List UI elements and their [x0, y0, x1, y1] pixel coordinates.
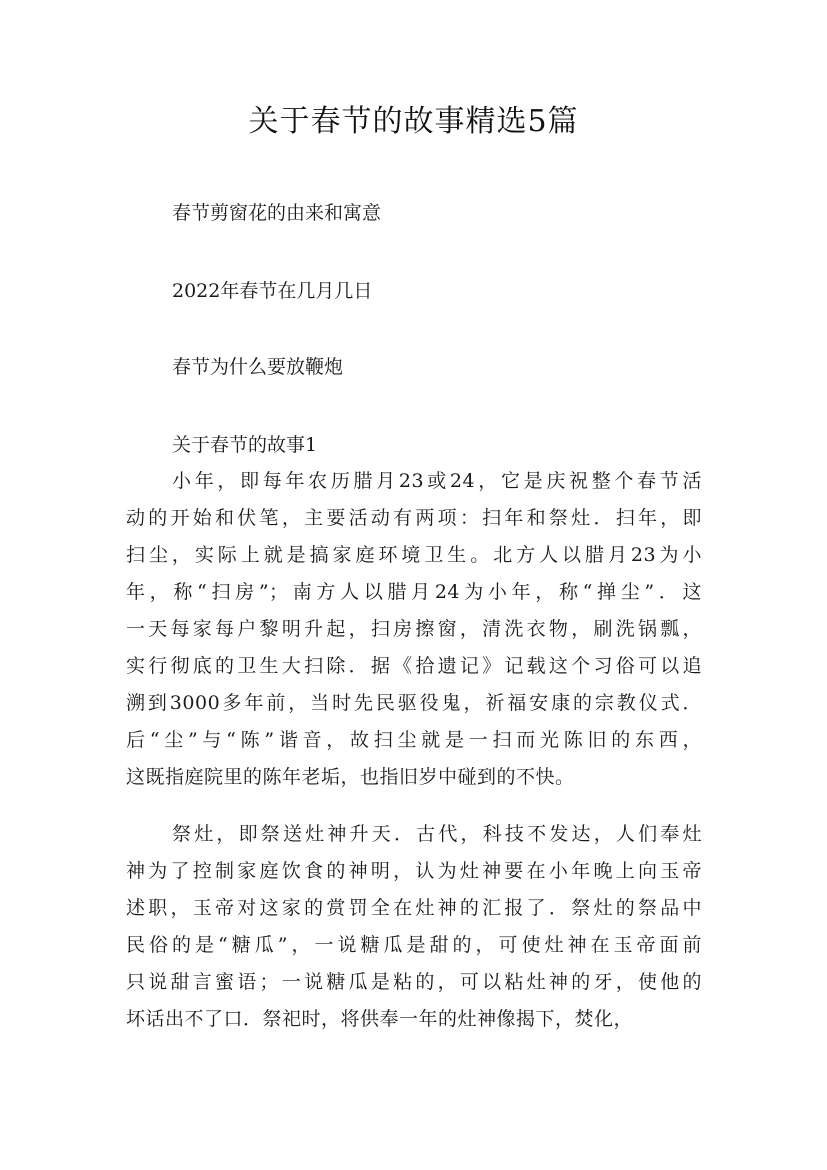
paragraph-2-line: 神为了控制家庭饮食的神明，认为灶神要在小年晚上向玉帝 — [126, 860, 702, 882]
paragraph-1-line: 小年，即每年农历腊月23或24，它是庆祝整个春节活 — [172, 470, 702, 492]
paragraph-2-line: 只说甜言蜜语；一说糖瓜是粘的，可以粘灶神的牙，使他的 — [126, 971, 702, 993]
story-heading: 关于春节的故事1 — [172, 434, 318, 456]
toc-item-spring-festival-date: 2022年春节在几月几日 — [172, 280, 373, 302]
paragraph-1-line: 这既指庭院里的陈年老垢，也指旧岁中碰到的不快。 — [126, 766, 575, 788]
paragraph-1-line: 实行彻底的卫生大扫除．据《拾遗记》记载这个习俗可以追 — [126, 655, 702, 677]
paragraph-1-line: 动的开始和伏笔，主要活动有两项：扫年和祭灶．扫年，即 — [126, 507, 702, 529]
paragraph-1-line: 扫尘，实际上就是搞家庭环境卫生。北方人以腊月23为小 — [126, 544, 702, 566]
document-title: 关于春节的故事精选5篇 — [248, 104, 579, 139]
toc-item-paper-cutting: 春节剪窗花的由来和寓意 — [172, 202, 382, 224]
toc-item-firecrackers: 春节为什么要放鞭炮 — [172, 356, 344, 378]
paragraph-2-line: 祭灶，即祭送灶神升天．古代，科技不发达，人们奉灶 — [172, 823, 702, 845]
paragraph-2-line: 民俗的是“糖瓜”，一说糖瓜是甜的，可使灶神在玉帝面前 — [126, 934, 702, 956]
paragraph-1-line: 一天每家每户黎明升起，扫房擦窗，清洗衣物，刷洗锅瓢， — [126, 618, 702, 640]
paragraph-1-line: 年，称“扫房”；南方人以腊月24为小年，称“掸尘”．这 — [126, 581, 702, 603]
paragraph-2-line: 述职，玉帝对这家的赏罚全在灶神的汇报了．祭灶的祭品中 — [126, 897, 702, 919]
paragraph-1-line: 后“尘”与“陈”谐音，故扫尘就是一扫而光陈旧的东西， — [126, 729, 702, 751]
paragraph-1-line: 溯到3000多年前，当时先民驱役鬼，祈福安康的宗教仪式． — [126, 692, 702, 714]
paragraph-2-line: 坏话出不了口．祭祀时，将供奉一年的灶神像揭下，焚化， — [126, 1008, 634, 1030]
